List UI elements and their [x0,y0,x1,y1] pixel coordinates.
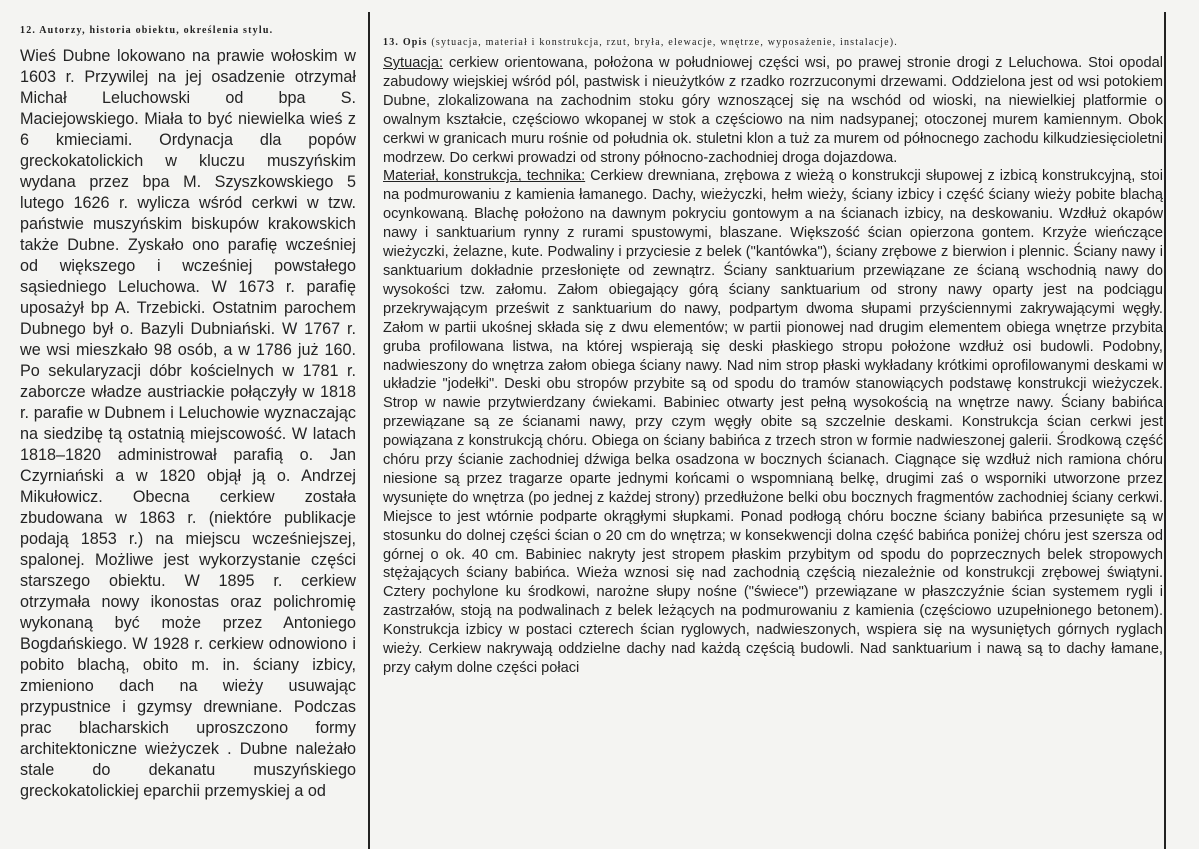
history-paragraph: Wieś Dubne lokowano na prawie wołoskim w 1603 r. Przywilej na jej osadzenie otrzymał Michał Leluchowski od bpa S. Maciejowskiego. Miała to być niewielka wieś z 6 kmieciami. Ordynacja dla popów greckokatolickich w kluczu muszyńskim wydana przez bpa M. Szyszkowskiego 5 lutego 1626 r. wylicza wśród cerkwi w tzw. państwie muszyńskim biskupów krakowskich także Dubne. Zyskało ono parafię wcześniej od większego i wcześniej powstałego sąsiedniego Leluchowa. W 1673 r. parafię uposażył bp A. Trzebicki. Ostatnim parochem Dubnego był o. Bazyli Dubniański. W 1767 r. we wsi mieszkało 98 osób, a w 1786 już 160. Po sekularyzacji dóbr kościelnych w 1781 r. zaborcze władze austriackie połączyły w 1818 r. parafie w Dubnem i Leluchowie wyznaczając na siedzibę tą ostatnią miejscowość. W latach 1818–1820 administrował parafią o. Jan Czyrniański a w 1820 objął ją o. Andrzej Mikułowicz. Obecna cerkiew została zbudowana w 1863 r. (niektóre publikacje podają 1853 r.) na miejscu wcześniejszej, spalonej. Możliwe jest wykorzystanie części starszego obiektu. W 1895 r. cerkiew otrzymała nowy ikonostas oraz polichromię wykonaną być może przez Antoniego Bogdańskiego. W 1928 r. cerkiew odnowiono i pobito blachą, obito m. in. ściany izbicy, zmieniono dach na wieży usuwając przypustnice i gzymsy drewniane. Podczas prac blacharskich uproszczono formy architektoniczne wieżyczek . Dubne należało stale do dekanatu muszyńskiego greckokatolickiej eparchii przemyskiej a od [20,47,356,800]
situation-paragraph [383,54,1163,167]
column-divider-left [368,12,370,849]
description-body [383,54,1163,678]
left-section-title: Autorzy, historia obiektu, określenia stylu. [39,25,274,36]
material-label: Materiał, konstrukcja, technika: [383,168,586,185]
left-section-heading [20,22,356,40]
material-paragraph [383,167,1163,677]
right-column [383,34,1163,844]
situation-label: Sytuacja: [383,55,444,71]
left-section-number: 12. [20,25,37,36]
right-section-number: 13. [383,37,400,48]
column-divider-right [1164,12,1166,849]
left-column [20,22,356,844]
right-section-title: Opis [402,37,428,48]
right-section-heading [383,34,1163,52]
material-text: Cerkiew drewniana, zrębowa z wieżą o konstrukcji słupowej z izbicą konstrukcyjną, stoi na podmurowaniu z kamienia łamanego. Dachy, wieżyczki, hełm wieży, ściany izbicy i część ściany wieży pobite blachą ocynkowaną. Blachę położono na dawnym pokryciu gontowym a na ścianach izbicy, na deskowaniu. Wzdłuż okapów nawy i sanktuarium rynny z rurami spustowymi, blaszane. Większość ścian opierzona gontem. Krzyże wieńczące wieżyczki, żelazne, kute. Podwaliny i przyciesie z belek ("kantówka"), ściany zrębowe z bierwion i plennic. Ściany nawy i sanktuarium dokładnie przesłonięte od zewnątrz. Ściany sanktuarium przewiązane ze ścianą wschodnią nawy do wysokości tzw. załomu. Załom obiegający górą ściany sanktuarium od strony nawy oparty jest na podciągu przekrywającym prześwit z sanktuarium do nawy, podpartym dwoma słupami przyściennymi zakrywającymi węgły. Załom w partii ukośnej składa się z dwu elementów; w partii pionowej nad drugim elementem obiega wnętrze przybita gruba profilowana listwa, na której wspierają się deski płaskiego stropu położone wzdłuż osi budowli. Podobny, nadwieszony do wnętrza załom obiega ściany nawy. Nad nim strop płaski wykładany krótkimi oprofilowanymi deskami w układzie "jodełki". Deski obu stropów przybite są od spodu do tramów stanowiących podstawę konstrukcji wieżyczek. Strop w nawie przytwierdzany ćwiekami. Babiniec otwarty jest pełną wysokością na wnętrze nawy. Ściany babińca przewiązane są ze ścianami nawy, przy czym węgły obite są szczelnie deskami. Konstrukcja ścian cerkwi jest powiązana z konstrukcją chóru. Obiega on ściany babińca z trzech stron w formie nadwieszonej galerii. Środkową część chóru przy ścianie zachodniej dźwiga belka osadzona w bocznych ścianach. Ciągnące się wzdłuż nich ramiona chóru niesione są przez tragarze oparte jednymi końcami o wspomnianą belkę, drugimi zaś o wsporniki utworzone przez wysunięte do wnętrza (po jednej z każdej strony) przedłużone belki obu bocznych fragmentów zachodniej ściany cerkwi. Miejsce to jest wtórnie podparte okrągłymi słupkami. Ponad podłogą chóru boczne ściany babińca przesunięte są w stosunku do dolnej części ścian o 20 cm do wnętrza; w konsekwencji dolna część babińca poniżej chóru jest szersza od górnej o ok. 40 cm. Babiniec nakryty jest stropem płaskim przybitym od spodu do poprzecznych belek stropowych stężających ściany babińca. Wieża wznosi się nad zachodnią częścią niezależnie od konstrukcji zrębowej świątyni. Cztery pochylone ku środkowi, narożne słupy nośne ("świece") przewiązane w płaszczyźnie ścian systemem rygli i zastrzałów, stoją na podwalinach z belek leżących na podmurowaniu z kamienia (częściowo uzupełnionego betonem). Konstrukcja izbicy w postaci czterech ścian ryglowych, nadwieszonych, wspiera się na wysuniętych górnych ryglach wieży. Cerkiew nakrywają oddzielne dachy nad każdą częścią budowli. Nad sanktuarium i nawą są to dachy łamane, przy całym dolne części połaci [383,168,1163,676]
right-section-subtitle: (sytuacja, materiał i konstrukcja, rzut, bryła, elewacje, wnętrze, wyposażenie, instalacje). [431,37,898,48]
situation-text: cerkiew orientowana, położona w południowej części wsi, po prawej stronie drogi z Leluchowa. Stoi opodal zabudowy wiejskiej wśród pól, pastwisk i nieużytków z rzadko rozrzuconymi drzewami. Oddzielona jest od wsi potokiem Dubne, zlokalizowana na zachodnim stoku góry wznoszącej się na wschód od wioski, na niewielkiej platformie o owalnym kształcie, częściowo wkopanej w stok a częściowo na nim nadsypanej; otoczonej murem kamiennym. Obok cerkwi w granicach muru rośnie od południa ok. stuletni klon a tuż za murem od północnego zachodu kilkudziesięcioletni modrzew. Do cerkwi prowadzi od strony północno-zachodniej droga dojazdowa. [383,55,1163,166]
